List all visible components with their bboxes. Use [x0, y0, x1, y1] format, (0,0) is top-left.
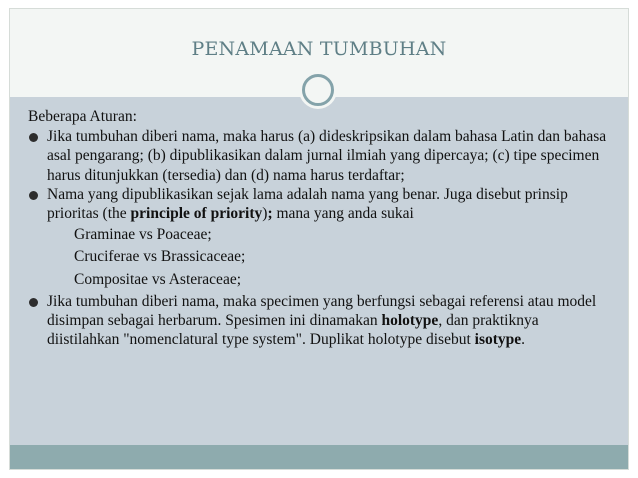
- bullet-text: Nama yang dipublikasikan sejak lama adalah nama yang benar. Juga disebut prinsip prioritas (the: [47, 185, 568, 223]
- slide-content: [28, 107, 608, 349]
- example-item: Cruciferae vs Brassicaceae;: [74, 248, 246, 266]
- intro-text: Beberapa Aturan:: [28, 108, 137, 125]
- example-item: Compositae vs Asteraceae;: [74, 270, 242, 288]
- bullet-text: mana yang anda sukai: [272, 205, 414, 223]
- bullet-item: [28, 292, 608, 350]
- bullet-text: ): [262, 205, 268, 223]
- footer-band: [10, 445, 628, 469]
- bullet-text: Jika tumbuhan diberi nama, maka specimen yang berfungsi sebagai referensi atau model disimpan sebagai herbarum. Spesimen ini dinamakan: [47, 292, 597, 330]
- bold-term: isotype: [474, 331, 522, 349]
- circle-ornament-icon: [302, 74, 334, 106]
- bullet-text: , dan praktiknya diistilahkan "nomenclatural type system". Duplikat holotype disebut: [47, 312, 539, 349]
- slide-title: PENAMAAN TUMBUHAN: [191, 38, 447, 60]
- bullet-text: .: [521, 331, 526, 349]
- example-list: [28, 225, 608, 289]
- bold-term: holotype: [381, 312, 439, 330]
- example-item: Graminae vs Poaceae;: [74, 226, 212, 244]
- bold-term: principle of priority: [130, 205, 263, 223]
- bold-punctuation: ;: [267, 205, 273, 223]
- bullet-item: [28, 127, 608, 185]
- bullet-text: Jika tumbuhan diberi nama, maka harus (a) dideskripsikan dalam bahasa Latin dan bahasa asal pengarang; (b) dipublikasikan dalam jurnal ilmiah yang dipercaya; (c) tipe specimen harus ditunjukkan (tersedia) dan (d) nama harus terdaftar;: [47, 128, 607, 184]
- bullet-item: [28, 185, 608, 223]
- bullet-dot-icon: [29, 191, 38, 200]
- bullet-dot-icon: [29, 133, 38, 142]
- bullet-dot-icon: [29, 298, 38, 307]
